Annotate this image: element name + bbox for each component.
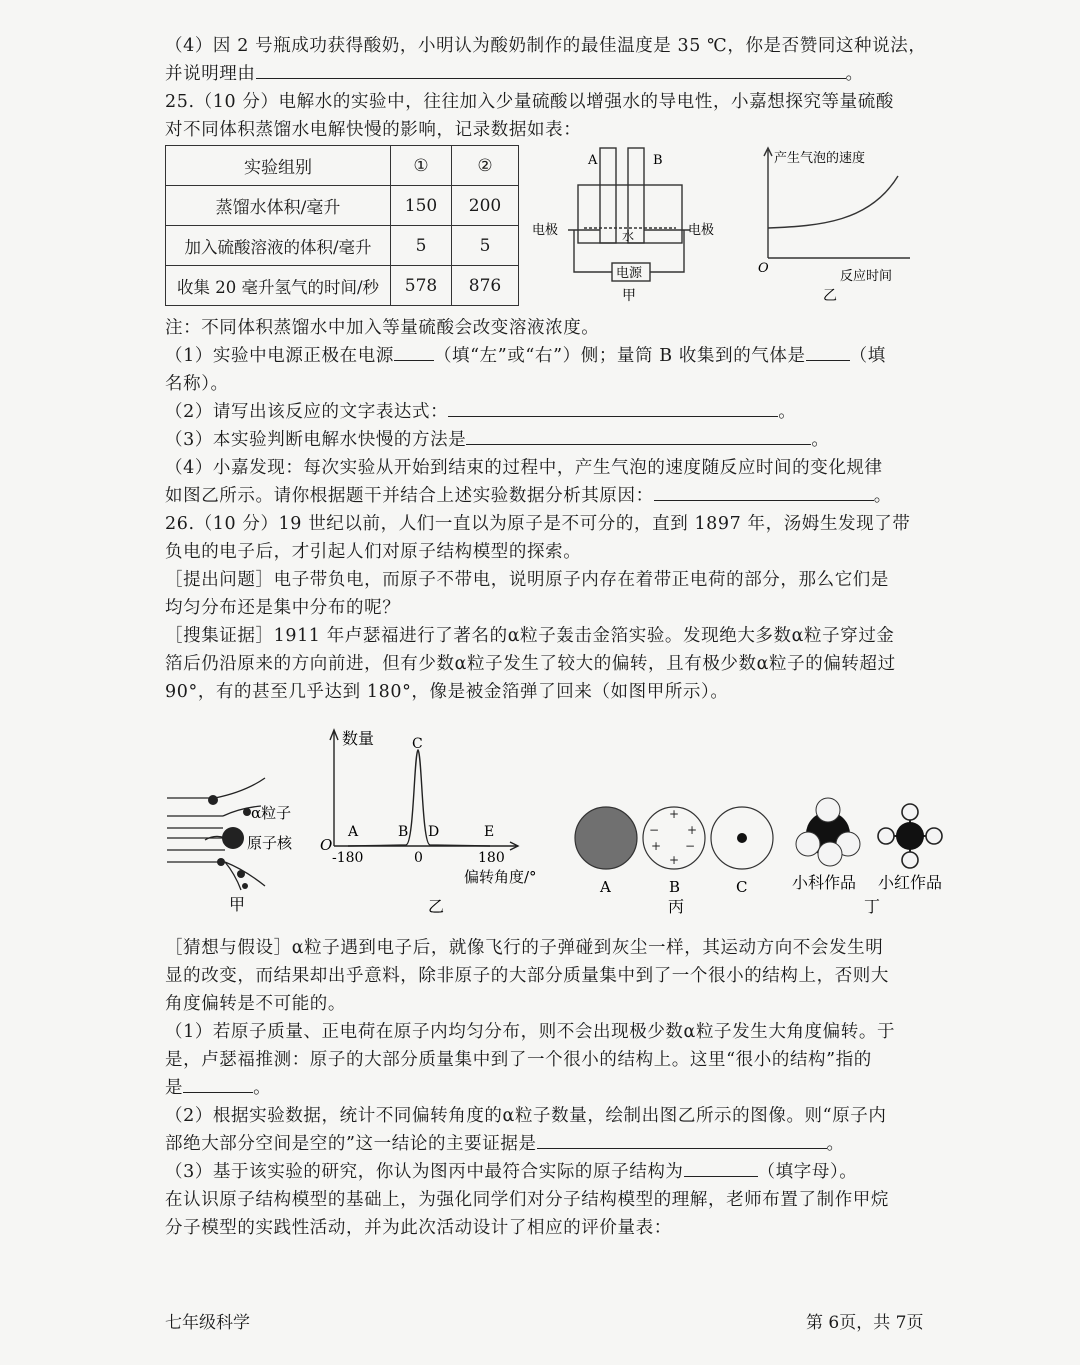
table-row xyxy=(166,266,519,306)
period: 。 xyxy=(873,486,892,506)
model-label: B xyxy=(669,878,681,896)
q26-tail-line1: 在认识原子结构模型的基础上，为强化同学们对分子结构模型的理解，老师布置了制作甲烷 xyxy=(165,1190,889,1210)
answer-blank[interactable] xyxy=(806,342,850,361)
q25-data-table xyxy=(165,145,519,306)
figure-caption: 甲 xyxy=(622,288,636,304)
x-axis-label: 偏转角度/° xyxy=(464,868,537,886)
period: 。 xyxy=(826,1134,845,1154)
label-b: B xyxy=(653,153,663,168)
svg-text:−: − xyxy=(684,839,696,853)
q26-problem-line1: ［提出问题］电子带负电，而原子不带电，说明原子内存在着带正电荷的部分，那么它们是 xyxy=(165,570,889,590)
q25-q2 xyxy=(165,398,917,426)
period: 。 xyxy=(253,1078,272,1098)
point-label: D xyxy=(428,824,440,840)
alpha-label: α粒子 xyxy=(251,804,292,822)
bubble-rate-graph xyxy=(750,140,920,310)
point-label: C xyxy=(412,736,423,752)
nucleus xyxy=(222,827,244,849)
carbon-atom xyxy=(896,822,924,850)
q24-4-prefix: 并说明理由 xyxy=(165,64,256,84)
q26-q1-line3 xyxy=(165,1074,917,1102)
q26-problem-line2: 均匀分布还是集中分布的呢？ xyxy=(165,598,401,618)
table-header: ① xyxy=(391,146,452,186)
table-row xyxy=(166,186,519,226)
q25-q4-text: 如图乙所示。请你根据题干并结合上述实验数据分析其原因： xyxy=(165,486,654,506)
answer-blank[interactable] xyxy=(183,1074,253,1093)
q25-q3 xyxy=(165,426,917,454)
alpha-path xyxy=(215,778,265,798)
table-cell: 收集 20 毫升氢气的时间/秒 xyxy=(166,266,391,306)
answer-blank[interactable] xyxy=(448,398,778,417)
atomic-models-diagram xyxy=(570,800,780,920)
figure-caption: 乙 xyxy=(428,897,445,916)
nucleus-label: 原子核 xyxy=(247,834,293,852)
q25-q3-text: （3）本实验判断电解水快慢的方法是 xyxy=(165,430,467,450)
figure-caption: 丙 xyxy=(668,897,685,916)
q26-q2-line1: （2）根据实验数据，统计不同偏转角度的α粒子数量，绘制出图乙所示的图像。则“原子内 xyxy=(165,1106,887,1126)
answer-blank[interactable] xyxy=(466,426,811,445)
model-a xyxy=(575,807,637,869)
q25-q1-line1 xyxy=(165,342,917,370)
q26-hyp-line3: 角度偏转是不可能的。 xyxy=(165,994,346,1014)
q26-evidence-line2: 箔后仍沿原来的方向前进，但有少数α粒子发生了较大的偏转，且有极少数α粒子的偏转超过 xyxy=(165,654,896,674)
water-label: 水 xyxy=(622,229,635,243)
q25-q1-line2: 名称）。 xyxy=(165,374,229,394)
point-label: A xyxy=(348,824,359,840)
hydrogen-atom xyxy=(816,798,840,822)
q26-q1-line1: （1）若原子质量、正电荷在原子内均匀分布，则不会出现极少数α粒子发生大角度偏转。于 xyxy=(165,1022,896,1042)
distribution-curve xyxy=(348,750,490,846)
power-label: 电源 xyxy=(616,266,643,281)
table-cell: 200 xyxy=(452,186,519,226)
footer-page-number: 第 6页，共 7页 xyxy=(806,1313,924,1333)
answer-blank[interactable] xyxy=(394,342,434,361)
table-cell: 578 xyxy=(391,266,452,306)
methane-models-diagram xyxy=(790,790,950,920)
y-axis-label: 数量 xyxy=(342,729,375,748)
model-label: 小红作品 xyxy=(878,873,943,892)
figure-caption: 丁 xyxy=(864,897,881,916)
q25-q4-line2 xyxy=(165,482,917,510)
footer-subject: 七年级科学 xyxy=(165,1313,250,1333)
nucleus xyxy=(737,833,747,843)
table-cell: 5 xyxy=(391,226,452,266)
q25-note: 注：不同体积蒸馏水中加入等量硫酸会改变溶液浓度。 xyxy=(165,318,600,338)
q24-4-suffix: 。 xyxy=(845,64,864,84)
model-label: A xyxy=(600,878,611,896)
tick-label: -180 xyxy=(332,850,364,866)
tick-label: 0 xyxy=(414,850,423,866)
table-row xyxy=(166,226,519,266)
q26-tail-line2: 分子模型的实践性活动，并为此次活动设计了相应的评价量表： xyxy=(165,1218,672,1238)
model-label: C xyxy=(736,878,748,896)
q26-hyp-line2: 显的改变，而结果却出乎意料，除非原子的大部分质量集中到了一个很小的结构上，否则大 xyxy=(165,966,889,986)
q24-4-line2 xyxy=(165,60,917,88)
answer-blank[interactable] xyxy=(654,482,874,501)
svg-text:+: + xyxy=(668,853,680,867)
table-cell: 150 xyxy=(391,186,452,226)
q24-4-line1: （4）因 2 号瓶成功获得酸奶，小明认为酸奶制作的最佳温度是 35 ℃，你是否赞同这种说法， xyxy=(165,36,927,56)
point-label: E xyxy=(484,824,495,840)
tick-label: 180 xyxy=(478,850,505,866)
x-axis-label: 反应时间 xyxy=(840,269,893,284)
q26-q1-line2: 是，卢瑟福推测：原子的大部分质量集中到了一个很小的结构上。这里“很小的结构”指的 xyxy=(165,1050,872,1070)
hydrogen-atom xyxy=(902,852,918,868)
answer-blank[interactable] xyxy=(256,60,846,79)
electrolysis-apparatus-diagram xyxy=(528,140,728,310)
hydrogen-atom xyxy=(902,804,918,820)
svg-text:+: + xyxy=(668,807,680,821)
q26-evidence-line3: 90°，有的甚至几乎达到 180°，像是被金箔弹了回来（如图甲所示）。 xyxy=(165,682,729,702)
q25-q1-text-a: （1）实验中电源正极在电源 xyxy=(165,346,394,366)
svg-text:+: + xyxy=(686,823,698,837)
table-cell: 蒸馏水体积/毫升 xyxy=(166,186,391,226)
q26-q2-line2 xyxy=(165,1130,917,1158)
origin-label: O xyxy=(758,261,769,276)
q26-q1-text: 是 xyxy=(165,1078,184,1098)
alpha-particle xyxy=(208,795,218,805)
q25-q2-text: （2）请写出该反应的文字表达式： xyxy=(165,402,449,422)
q26-hyp-line1: ［猜想与假设］α粒子遇到电子后，就像飞行的子弹碰到灰尘一样，其运动方向不会发生明 xyxy=(165,938,884,958)
rate-curve xyxy=(768,176,898,228)
q25-q1-text-b: （填“左”或“右”）侧；量筒 B 收集到的气体是 xyxy=(433,346,806,366)
table-cell: 876 xyxy=(452,266,519,306)
wire-left-down xyxy=(574,230,612,272)
q26-q3-text: （3）基于该实验的研究，你认为图丙中最符合实际的原子结构为 xyxy=(165,1162,684,1182)
table-cell: 加入硫酸溶液的体积/毫升 xyxy=(166,226,391,266)
svg-text:+: + xyxy=(650,839,662,853)
q25-intro-line2: 对不同体积蒸馏水电解快慢的影响，记录数据如表： xyxy=(165,120,582,140)
point-label: B xyxy=(398,824,409,840)
table-row xyxy=(166,146,519,186)
figure-caption: 甲 xyxy=(229,895,246,914)
svg-text:−: − xyxy=(648,823,660,837)
wire-right-down xyxy=(650,230,684,272)
q26-q3 xyxy=(165,1158,917,1186)
period: 。 xyxy=(778,402,797,422)
figure-caption: 乙 xyxy=(823,288,837,304)
period: 。 xyxy=(811,430,830,450)
hydrogen-atom xyxy=(818,842,842,866)
q26-intro-line2: 负电的电子后，才引起人们对原子结构模型的探索。 xyxy=(165,542,582,562)
q26-q3-tail: （填字母）。 xyxy=(757,1162,858,1182)
q25-q1-text-c: （填 xyxy=(849,346,886,366)
origin-label: O xyxy=(320,836,333,854)
y-axis-label: 产生气泡的速度 xyxy=(774,151,866,166)
hydrogen-atom xyxy=(926,828,942,844)
hydrogen-atom xyxy=(796,832,820,856)
table-header: 实验组别 xyxy=(166,146,391,186)
deflection-angle-graph xyxy=(318,724,558,924)
table-cell: 5 xyxy=(452,226,519,266)
electrode-left-label: 电极 xyxy=(532,223,559,238)
answer-blank[interactable] xyxy=(537,1130,827,1149)
q25-q4-line1: （4）小嘉发现：每次实验从开始到结束的过程中，产生气泡的速度随反应时间的变化规律 xyxy=(165,458,883,478)
test-tube-a xyxy=(600,148,616,243)
hydrogen-atom xyxy=(878,828,894,844)
q26-intro-line1: 26.（10 分）19 世纪以前，人们一直以为原子是不可分的，直到 1897 年，汤姆生发现了带 xyxy=(165,514,911,534)
alpha-scattering-diagram xyxy=(165,770,315,920)
electrode-right-label: 电极 xyxy=(688,223,715,238)
model-label: 小科作品 xyxy=(792,873,857,892)
table-header: ② xyxy=(452,146,519,186)
q25-intro-line1: 25.（10 分）电解水的实验中，往往加入少量硫酸以增强水的导电性，小嘉想探究等量硫酸 xyxy=(165,92,894,112)
q26-evidence-line1: ［搜集证据］1911 年卢瑟福进行了著名的α粒子轰击金箔实验。发现绝大多数α粒子穿过金 xyxy=(165,626,895,646)
answer-blank[interactable] xyxy=(684,1158,758,1177)
q26-q2-text: 部绝大部分空间是空的”这一结论的主要证据是 xyxy=(165,1134,537,1154)
label-a: A xyxy=(588,153,598,168)
